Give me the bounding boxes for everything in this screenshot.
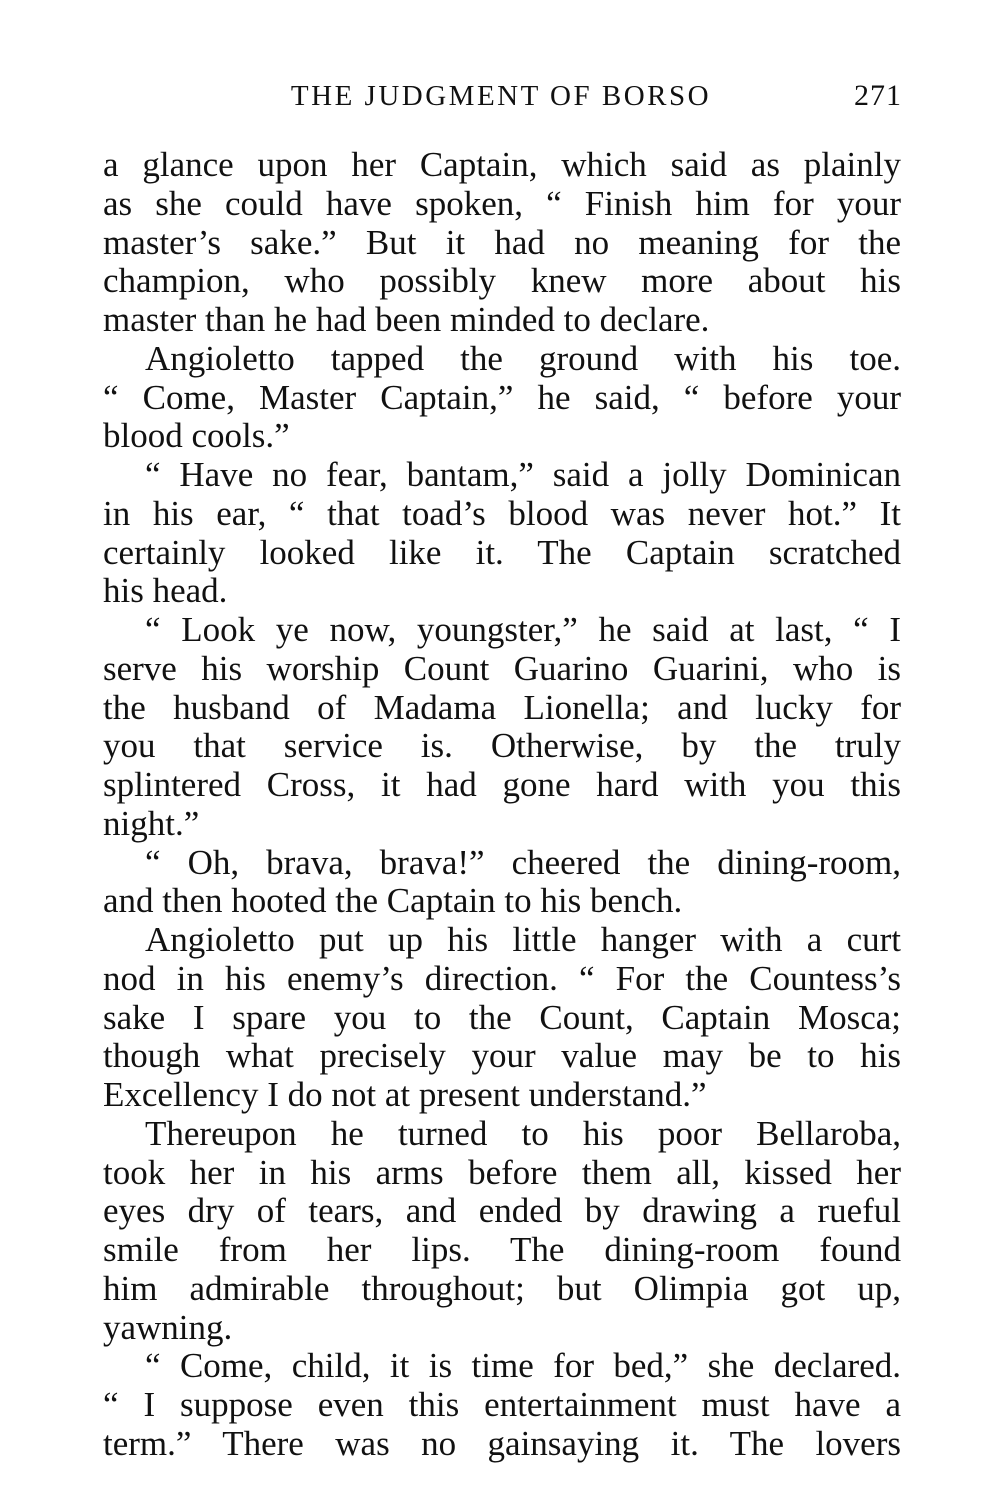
text-line: him admirable throughout; but Olimpia got up,: [103, 1268, 901, 1308]
text-line: though what precisely your value may be to his: [103, 1036, 901, 1076]
text-line: master’s sake.” But it had no meaning for the: [103, 222, 901, 262]
text-line: in his ear, “ that toad’s blood was never hot.” It: [103, 493, 901, 533]
running-head: [100, 78, 902, 118]
text-line: Thereupon he turned to his poor Bellaroba,: [145, 1113, 901, 1153]
text-line: eyes dry of tears, and ended by drawing a rueful: [103, 1191, 901, 1231]
text-line: took her in his arms before them all, kissed her: [103, 1152, 901, 1192]
text-line: Angioletto put up his little hanger with a curt: [145, 920, 901, 959]
text-line: and then hooted the Captain to his bench.: [103, 881, 683, 921]
text-line: blood cools.”: [103, 416, 290, 456]
text-line: “ Oh, brava, brava!” cheered the dining-room,: [145, 842, 901, 882]
page-number: 271: [854, 79, 902, 112]
text-line: you that service is. Otherwise, by the truly: [103, 726, 901, 766]
text-line: champion, who possibly knew more about his: [103, 261, 901, 301]
text-line: smile from her lips. The dining-room found: [103, 1230, 901, 1269]
text-line: a glance upon her Captain, which said as plainly: [103, 145, 901, 184]
text-line: “ Come, child, it is time for bed,” she declared.: [145, 1346, 901, 1386]
body-text: [103, 146, 901, 1464]
text-line: as she could have spoken, “ Finish him for your: [103, 183, 901, 223]
text-line: yawning.: [103, 1307, 233, 1347]
text-line: serve his worship Count Guarino Guarini, who is: [103, 648, 901, 688]
text-line: Angioletto tapped the ground with his toe.: [145, 338, 901, 378]
text-line: “ Have no fear, bantam,” said a jolly Dominican: [145, 455, 901, 494]
text-line: nod in his enemy’s direction. “ For the Countess’s: [103, 958, 901, 998]
text-line: Excellency I do not at present understand.”: [103, 1075, 707, 1114]
text-line: the husband of Madama Lionella; and lucky for: [103, 687, 901, 727]
text-line: term.” There was no gainsaying it. The lovers: [103, 1423, 901, 1463]
text-line: his head.: [103, 571, 228, 611]
text-line: “ Look ye now, youngster,” he said at last, “ I: [145, 610, 901, 649]
text-line: night.”: [103, 803, 200, 843]
text-line: “ Come, Master Captain,” he said, “ before your: [103, 377, 901, 417]
running-title: THE JUDGMENT OF BORSO: [290, 80, 712, 112]
text-line: master than he had been minded to declare.: [103, 300, 710, 339]
text-line: “ I suppose even this entertainment must have a: [103, 1385, 901, 1424]
text-line: sake I spare you to the Count, Captain Mosca;: [103, 997, 901, 1037]
text-line: splintered Cross, it had gone hard with you this: [103, 765, 901, 804]
text-line: certainly looked like it. The Captain scratched: [103, 532, 901, 572]
